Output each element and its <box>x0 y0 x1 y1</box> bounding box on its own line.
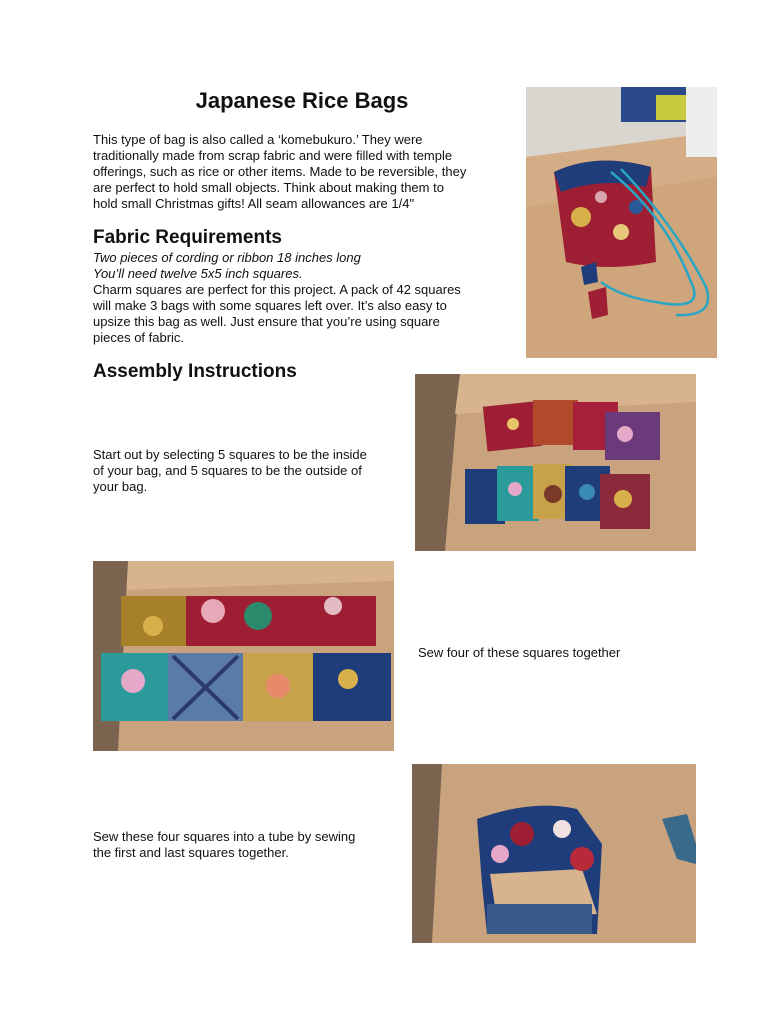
step1-line: Start out by selecting 5 squares to be the inside <box>93 447 367 462</box>
step1-line: of your bag, and 5 squares to be the outside of <box>93 463 362 478</box>
fabric-italic-line: You’ll need twelve 5x5 inch squares. <box>93 266 303 281</box>
fabric-line: pieces of fabric. <box>93 330 185 345</box>
fabric-line: Charm squares are perfect for this project. A pack of 42 squares <box>93 282 461 297</box>
fabric-italic-line: Two pieces of cording or ribbon 18 inches long <box>93 250 361 265</box>
step3-text <box>93 829 403 861</box>
step3-line: Sew these four squares into a tube by sewing <box>93 829 356 844</box>
fabric-requirements-text <box>93 250 513 346</box>
fabric-line: upsize this bag as well. Just ensure that you’re using square <box>93 314 440 329</box>
intro-line: are perfect to hold small objects. Think about making them to <box>93 180 444 195</box>
sewn-strips-photo <box>93 561 394 751</box>
step2-line: Sew four of these squares together <box>418 645 621 660</box>
intro-line: offerings, such as rice or other items. Made to be reversible, they <box>93 164 467 179</box>
finished-bag-photo <box>526 87 717 358</box>
fabric-line: will make 3 bags with some squares left over. It’s also easy to <box>93 298 447 313</box>
step1-line: your bag. <box>93 479 148 494</box>
step1-text <box>93 447 403 495</box>
intro-paragraph <box>93 132 513 212</box>
step3-line: the first and last squares together. <box>93 845 289 860</box>
fabric-squares-photo <box>415 374 696 551</box>
fabric-requirements-heading: Fabric Requirements <box>93 227 282 248</box>
intro-line: hold small Christmas gifts! All seam allowances are 1/4" <box>93 196 415 211</box>
assembly-instructions-heading: Assembly Instructions <box>93 361 297 382</box>
intro-line: This type of bag is also called a ‘komebukuro.’ They were <box>93 132 423 147</box>
step2-text <box>418 645 718 661</box>
page-title: Japanese Rice Bags <box>195 88 409 113</box>
fabric-tube-photo <box>412 764 696 943</box>
intro-line: traditionally made from scrap fabric and were filled with temple <box>93 148 453 163</box>
